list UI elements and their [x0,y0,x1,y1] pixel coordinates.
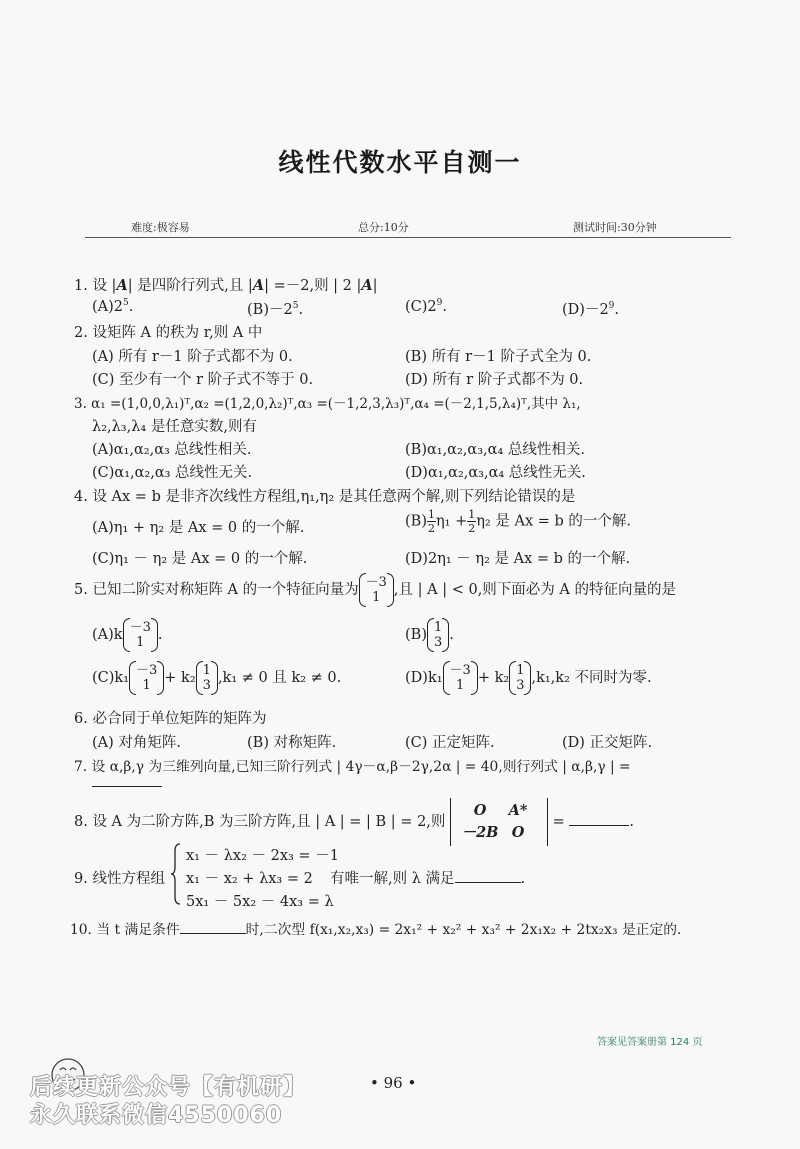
question-3-option-d: (D)α₁,α₂,α₃,α₄ 总线性无关. [405,465,586,481]
question-3-stem-line-2: λ₂,λ₃,λ₄ 是任意实数,则有 [92,419,257,435]
left-brace-icon [171,843,181,905]
question-6-stem: 6. 必合同于单位矩阵的矩阵为 [74,711,267,727]
question-6-option-c: (C) 正定矩阵. [405,735,495,751]
fraction-one-half: $\frac{1}{2}$ [468,508,476,535]
question-5-option-b: (B) 1 3 . [405,620,454,650]
question-3-option-b: (B)α₁,α₂,α₃,α₄ 总线性相关. [405,442,585,458]
question-9-label: 9. 线性方程组 [74,871,165,887]
question-6-option-a: (A) 对角矩阵. [92,735,182,751]
question-7-answer-blank[interactable] [92,772,162,791]
equation-2: x₁ － x₂ + λx₃ = 2 [186,871,313,887]
watermark-line-2: 永久联系微信4550060 [30,1103,283,1128]
watermark-line-1: 后续更新公众号【有机研】 [30,1075,307,1100]
question-10-stem: 10. 当 t 满足条件 时,二次型 f(x₁,x₂,x₃) = 2x₁² + x₂² + x₃² + 2x₁x₂ + 2tx₂x₃ 是正定的. [70,918,681,938]
question-4-option-d: (D)2η₁ － η₂ 是 Ax = b 的一个解. [405,551,631,567]
equation-1: x₁ － λx₂ － 2x₃ = －1 [186,848,339,864]
question-1-option-c: $(C)2^9$. [405,298,447,315]
question-4-option-c: (C)η₁ － η₂ 是 Ax = 0 的一个解. [92,551,308,567]
question-3-option-c: (C)α₁,α₂,α₃ 总线性无关. [92,465,253,481]
question-5-option-a: (A)k －3 1 . [92,620,163,650]
eigenvector: －3 1 [359,575,394,605]
question-6-option-d: (D) 正交矩阵. [562,735,653,751]
header-divider [85,237,731,238]
question-4-option-a: (A)η₁ + η₂ 是 Ax = 0 的一个解. [92,520,305,536]
question-10-answer-blank[interactable] [180,919,246,934]
time-limit-label: 测试时间:30分钟 [573,221,657,234]
question-3-stem-line-1: 3. α₁ =(1,0,0,λ₁)ᵀ,α₂ =(1,2,0,λ₂)ᵀ,α₃ =(－1,2,3,λ₃)ᵀ,α₄ =(－2,1,5,λ₄)ᵀ,其中 λ₁, [74,396,581,412]
question-4-stem: 4. 设 Ax = b 是非齐次线性方程组,η₁,η₂ 是其任意两个解,则下列结论错误的是 [74,489,576,505]
question-1-option-a: $(A)2^5$. [92,298,134,315]
question-6-option-b: (B) 对称矩阵. [247,735,337,751]
question-2-option-b: (B) 所有 r－1 阶子式全为 0. [405,349,592,365]
page-number: • 96 • [370,1074,417,1092]
question-3-option-a: (A)α₁,α₂,α₃ 总线性相关. [92,442,252,458]
question-1-stem: 1. 设 |A| 是四阶行列式,且 |A| =－2,则 | 2 |A| [74,277,378,294]
question-5-option-d: (D)k₁ －3 1 + k₂ 1 3 ,k₁,k₂ 不同时为零. [405,663,652,693]
question-1-option-b: $(B)-2^5$. [247,301,304,318]
fraction-one-half: $\frac{1}{2}$ [427,508,435,535]
question-8-answer-blank[interactable] [569,811,629,826]
question-9-tail: 有唯一解,则 λ 满足 . [330,867,525,888]
question-2-option-d: (D) 所有 r 阶子式都不为 0. [405,372,584,388]
block-determinant: O A* －2B O [450,798,548,846]
total-score-label: 总分:10分 [358,221,409,234]
difficulty-label: 难度:极容易 [131,221,190,234]
equation-3: 5x₁ － 5x₂ － 4x₃ = λ [186,894,334,910]
question-2-option-c: (C) 至少有一个 r 阶子式不等于 0. [92,372,314,388]
question-1-option-d: $(D)-2^9$. [562,301,620,318]
question-2-option-a: (A) 所有 r－1 阶子式都不为 0. [92,349,293,365]
question-5-stem: 5. 已知二阶实对称矩阵 A 的一个特征向量为 －3 1 ,且 | A | < 0,则下面必为 A 的特征向量的是 [74,575,676,605]
question-4-option-b: (B) $\frac{1}{2}$ η₁ + $\frac{1}{2}$ η₂ 是 Ax = b 的一个解. [405,508,631,535]
question-7-stem: 7. 设 α,β,γ 为三维列向量,已知三阶行列式 | 4γ－α,β－2γ,2α | = 40,则行列式 | α,β,γ | = [74,759,631,775]
question-9-answer-blank[interactable] [455,868,521,883]
question-8-stem: 8. 设 A 为二阶方阵,B 为三阶方阵,且 | A | = | B | = 2,则 O A* －2B O = . [74,798,634,846]
question-5-option-c: (C)k₁ －3 1 + k₂ 1 3 ,k₁ ≠ 0 且 k₂ ≠ 0. [92,663,342,693]
page-title: 线性代数水平自测一 [278,148,522,177]
question-2-stem: 2. 设矩阵 A 的秩为 r,则 A 中 [74,325,263,341]
answer-reference-note: 答案见答案册第 124 页 [597,1037,703,1048]
